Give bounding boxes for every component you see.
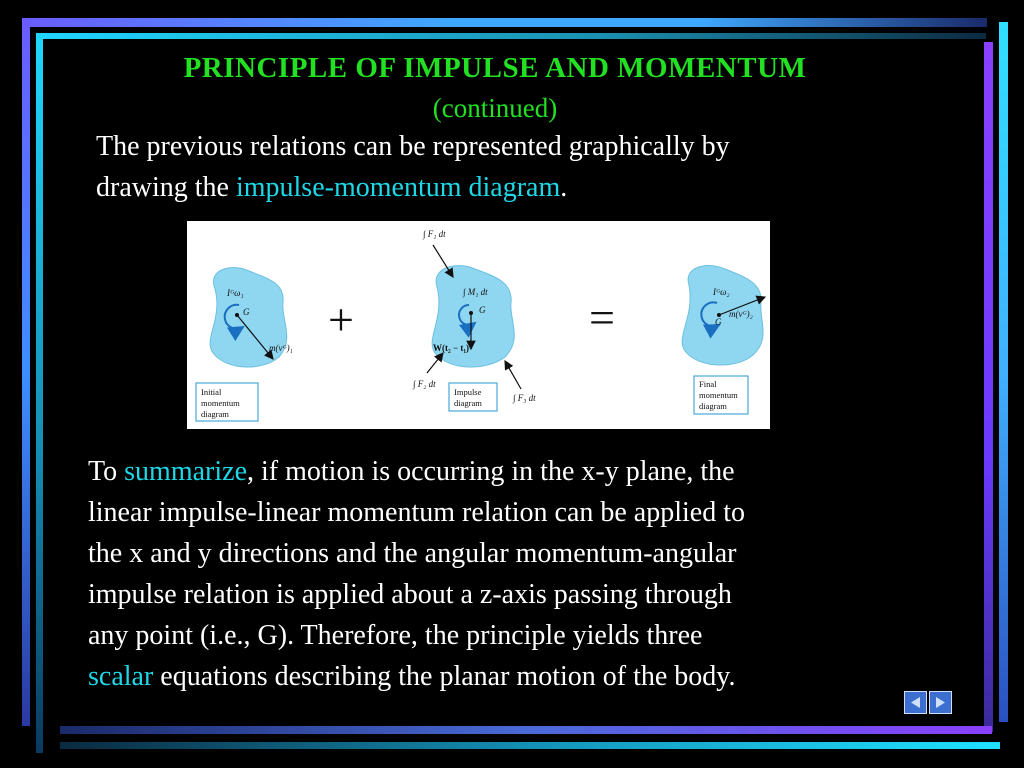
summary-line-3: the x and y directions and the angular momentum-angular xyxy=(88,538,737,569)
summary-text: , if motion is occurring in the x-y plane, the xyxy=(247,456,735,487)
intro-text: drawing the xyxy=(96,172,236,203)
initial-caption-3: diagram xyxy=(201,409,229,419)
frame-bar-bottom-inner xyxy=(60,742,1000,749)
frame-bar-right xyxy=(999,22,1008,722)
impulse-f3-label: ∫ F₃ dt xyxy=(513,393,536,403)
next-slide-button[interactable] xyxy=(929,691,952,714)
final-mv-label: m(vᴳ)₂ xyxy=(729,309,753,319)
summary-line-1 xyxy=(88,451,918,492)
impulse-caption-1: Impulse xyxy=(454,387,482,397)
impulse-f2-label: ∫ F₂ dt xyxy=(413,379,436,389)
final-ang-label: Iᴳω₂ xyxy=(713,287,730,297)
slide-navigation xyxy=(904,691,952,714)
impulse-f1-label: ∫ F₁ dt xyxy=(423,229,446,239)
previous-slide-button[interactable] xyxy=(904,691,927,714)
impulse-f2-arrow xyxy=(427,353,443,373)
impulse-g-label: G xyxy=(479,305,486,315)
final-caption-3: diagram xyxy=(699,401,727,411)
impulse-caption-2: diagram xyxy=(454,398,482,408)
frame-bar-top xyxy=(22,18,987,27)
intro-line-1: The previous relations can be represented graphically by xyxy=(96,131,730,162)
summary-line-2: linear impulse-linear momentum relation can be applied to xyxy=(88,497,746,528)
intro-paragraph xyxy=(96,126,916,208)
impulse-m1-label: ∫ M₁ dt xyxy=(463,287,488,297)
left-arrow-icon xyxy=(908,695,923,710)
intro-period: . xyxy=(560,172,568,203)
initial-g-label: G xyxy=(243,307,250,317)
impulse-w-label: W(t₂ − t₁) xyxy=(433,343,470,353)
summary-text: To xyxy=(88,456,125,487)
frame-bar-left-inner xyxy=(36,33,43,753)
initial-caption-2: momentum xyxy=(201,398,240,408)
summary-highlight-scalar: scalar xyxy=(88,661,154,692)
final-caption-1: Final xyxy=(699,379,717,389)
plus-sign: + xyxy=(328,294,354,345)
frame-bar-right-inner xyxy=(984,42,993,732)
slide-title: PRINCIPLE OF IMPULSE AND MOMENTUM xyxy=(183,52,807,84)
impulse-f3-arrow xyxy=(505,361,521,389)
initial-ang-label: Iᴳω₁ xyxy=(227,288,244,298)
frame-bar-top-inner xyxy=(36,33,986,39)
summary-line-4: impulse relation is applied about a z-axis passing through xyxy=(88,579,732,610)
summary-paragraph xyxy=(88,451,918,697)
initial-mv-label: m(vᴳ)₁ xyxy=(269,343,293,353)
frame-bar-bottom xyxy=(60,726,992,734)
intro-highlight: impulse-momentum diagram xyxy=(235,172,561,203)
final-caption-2: momentum xyxy=(699,390,738,400)
summary-line-6 xyxy=(88,656,918,697)
final-g-label: G xyxy=(715,317,722,327)
equals-sign: = xyxy=(589,292,615,343)
frame-bar-left xyxy=(22,18,30,726)
initial-caption-1: Initial xyxy=(201,387,222,397)
summary-line-5: any point (i.e., G). Therefore, the principle yields three xyxy=(88,620,703,651)
intro-line-2 xyxy=(96,167,916,208)
slide-subtitle: (continued) xyxy=(432,93,558,123)
summary-text: equations describing the planar motion of the body. xyxy=(153,661,736,692)
impulse-momentum-diagram xyxy=(187,221,770,429)
impulse-momentum-figure xyxy=(187,221,770,429)
summary-highlight-summarize: summarize xyxy=(124,456,247,487)
right-arrow-icon xyxy=(933,695,948,710)
